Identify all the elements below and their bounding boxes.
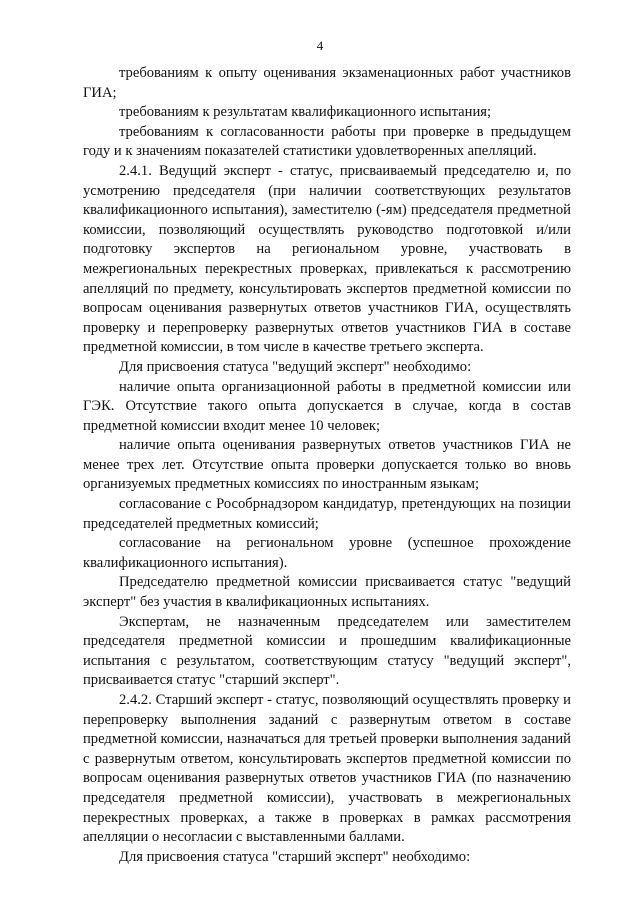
paragraph-requirement-results: требованиям к результатам квалификационного испытания; [119,104,492,121]
paragraph-requirement-experience: требованиям к опыту оценивания экзаменационных работ участников ГИА; [83,65,571,101]
paragraph-lead-req-approval-regional: согласование на региональном уровне (успешное прохождение квалификационного испытания). [83,535,571,571]
paragraph-senior-expert-requirements-intro: Для присвоения статуса "старший эксперт" необходимо: [119,848,471,865]
paragraph-lead-expert-definition: 2.4.1. Ведущий эксперт - статус, присваиваемый председателю и, по усмотрению председателя (при наличии соответствующих результатов квалификационного испытания), заместителю (-ям) председателя предметной комиссии, позволяющий осуществлять руководство подготовкой и/или подготовку экспертов на региональном уровне, участвовать в межрегиональных перекрестных проверках, привлекаться к рассмотрению апелляций по предмету, консультировать экспертов предметной комиссии по вопросам оценивания развернутых ответов участников ГИА, осуществлять проверку и перепроверку развернутых ответов участников ГИА в составе предметной комиссии, в том числе в качестве третьего эксперта. [83,162,571,356]
paragraph-lead-expert-requirements-intro: Для присвоения статуса "ведущий эксперт" необходимо: [119,358,472,375]
paragraph-requirement-consistency: требованиям к согласованности работы при проверке в предыдущем году и к значениям показателей статистики удовлетворенных апелляций. [83,123,571,160]
paragraph-experts-senior-status: Экспертам, не назначенным председателем или заместителем председателя предметной комиссии и прошедшим квалификационные испытания с результатом, соответствующим статусу "ведущий эксперт", присваивается статус "старший эксперт". [83,613,571,689]
paragraph-lead-req-approval-federal: согласование с Рособрнадзором кандидатур, претендующих на позиции председателей предметных комиссий; [83,496,571,532]
paragraph-senior-expert-definition: 2.4.2. Старший эксперт - статус, позволяющий осуществлять проверку и перепроверку выполнения заданий с развернутым ответом в составе предметной комиссии, назначаться для третьей проверки выполнения заданий с развернутым ответом, консультировать экспертов предметной комиссии по вопросам оценивания развернутых ответов участников ГИА (по назначению председателя предметной комиссии), участвовать в межрегиональных перекрестных проверках, а также в проверках в рамках рассмотрения апелляции о несогласии с выставленными баллами. [83,692,571,846]
document-body [83,64,571,867]
paragraph-lead-req-assessment: наличие опыта оценивания развернутых ответов участников ГИА не менее трех лет. Отсутствие опыта проверки допускается только во вновь организуемых предметных комиссиях по иностранным языкам; [83,437,571,493]
page-number: 4 [316,38,324,53]
paragraph-lead-req-organizational: наличие опыта организационной работы в предметной комиссии или ГЭК. Отсутствие такого опыта допускается в случае, когда в состав предметной комиссии входит менее 10 человек; [83,378,571,434]
paragraph-chair-status: Председателю предметной комиссии присваивается статус "ведущий эксперт" без участия в квалификационных испытаниях. [83,574,571,611]
